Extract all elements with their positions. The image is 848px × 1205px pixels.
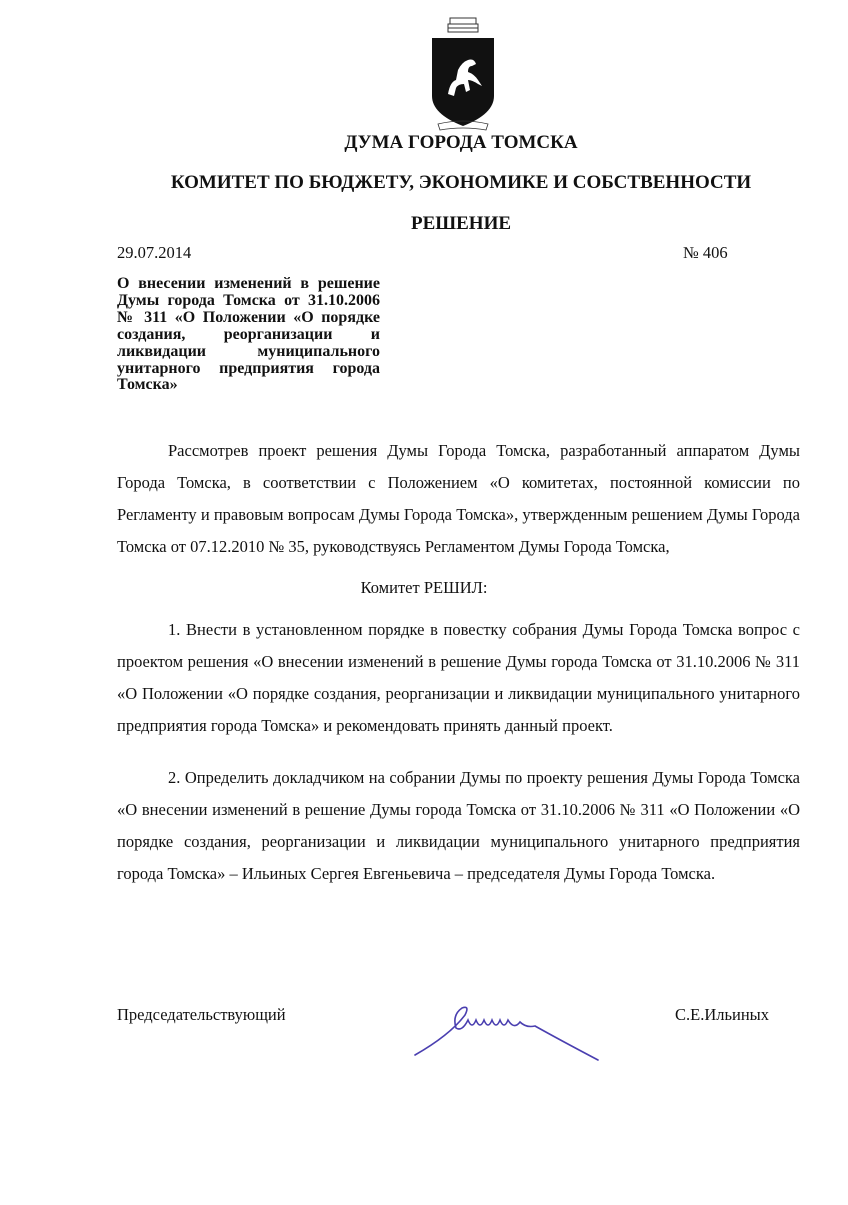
resolution-item-2: 2. Определить докладчиком на собрании Думы по проекту решения Думы Города Томска «О внесении изменений в решение Думы города Томска от 31.10.2006 № 311 «О Положении «О порядке создания, реорганизации и ликвидации муниципального унитарного предприятия города Томска» – Ильиных Сергея Евгеньевича – председателя Думы Города Томска. xyxy=(117,768,800,883)
document-subject: О внесении изменений в решение Думы города Томска от 31.10.2006 № 311 «О Положении «О порядке создания, реорганизации и ликвидации муниципального унитарного предприятия города Томска» xyxy=(117,275,380,394)
document-number: № 406 xyxy=(683,243,728,262)
resolved-heading: Комитет РЕШИЛ: xyxy=(360,578,488,597)
committee-title: КОМИТЕТ ПО БЮДЖЕТУ, ЭКОНОМИКЕ И СОБСТВЕННОСТИ xyxy=(170,172,752,193)
handwritten-signature xyxy=(410,990,605,1065)
document-type: РЕШЕНИЕ xyxy=(410,213,512,234)
preamble-paragraph: Рассмотрев проект решения Думы Города Томска, разработанный аппаратом Думы Города Томска, в соответствии с Положением «О комитетах, постоянной комиссии по Регламенту и правовым вопросам Думы Города Томска», утвержденным решением Думы Города Томска от 07.12.2010 № 35, руководствуясь Регламентом Думы Города Томска, xyxy=(117,441,800,556)
document-date: 29.07.2014 xyxy=(117,243,192,262)
resolution-item-1: 1. Внести в установленном порядке в повестку собрания Думы Города Томска вопрос с проектом решения «О внесении изменений в решение Думы города Томска от 31.10.2006 № 311 «О Положении «О порядке создания, реорганизации и ликвидации муниципального унитарного предприятия города Томска» и рекомендовать принять данный проект. xyxy=(117,620,800,735)
signatory-name: С.Е.Ильиных xyxy=(675,1005,770,1024)
city-coat-of-arms-emblem xyxy=(428,14,498,136)
organization-title: ДУМА ГОРОДА ТОМСКА xyxy=(344,132,578,153)
signatory-title: Председательствующий xyxy=(117,1005,286,1024)
